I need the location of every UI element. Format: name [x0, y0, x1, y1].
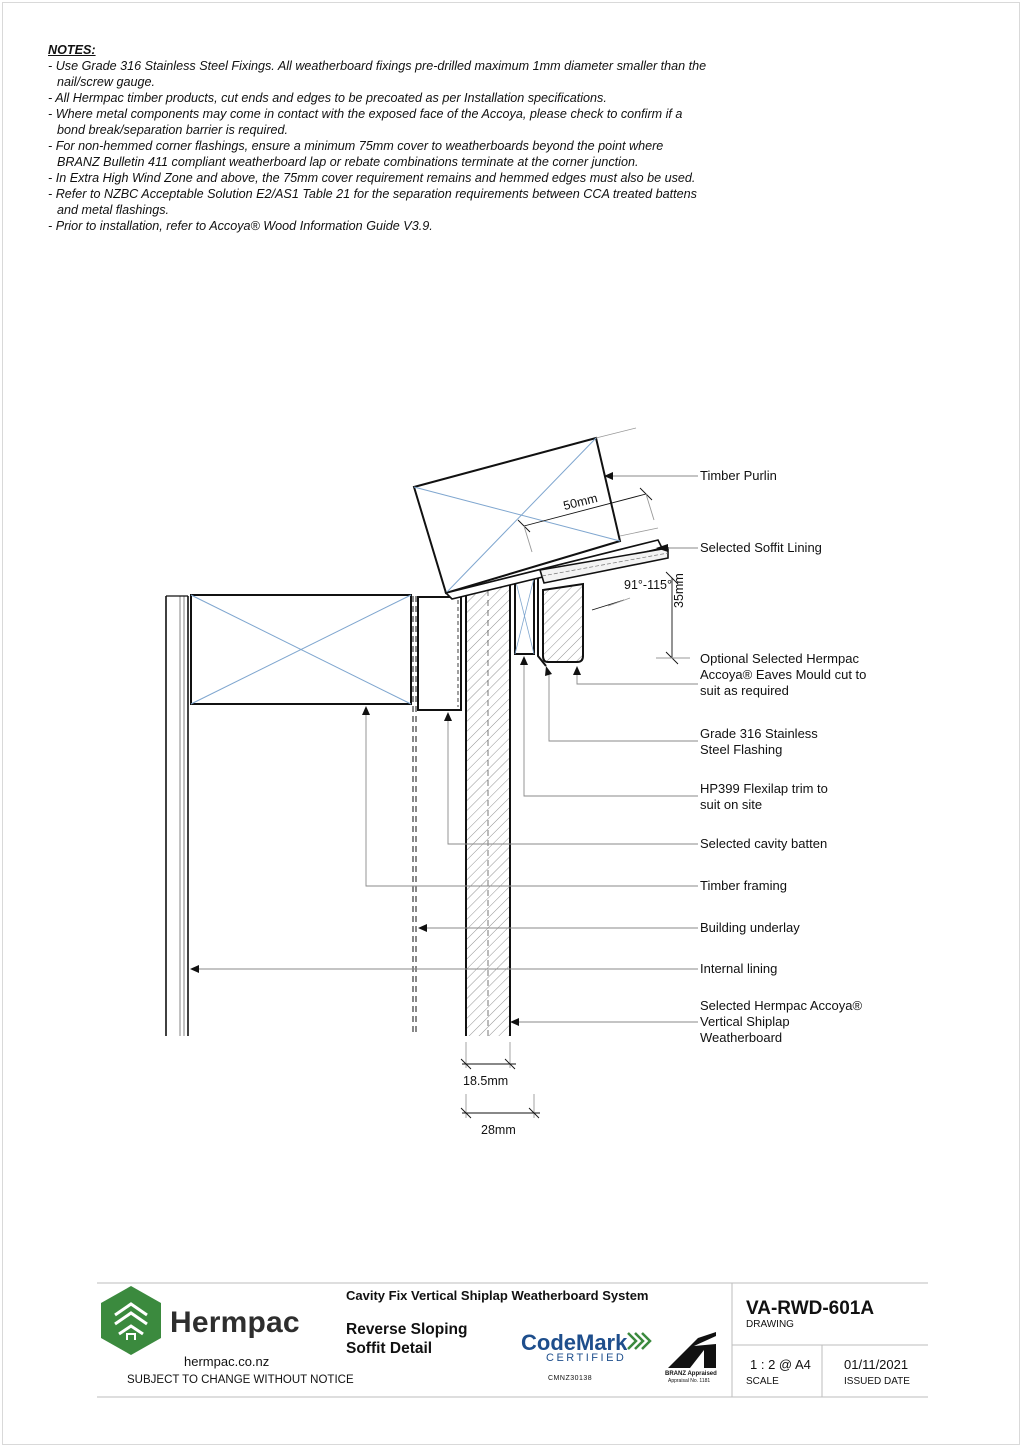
website-link[interactable]: hermpac.co.nz — [184, 1354, 270, 1369]
issued-date-label: ISSUED DATE — [844, 1376, 910, 1387]
dim-board-thickness: 18.5mm — [463, 1074, 509, 1088]
branz-label: BRANZ Appraised — [665, 1371, 717, 1377]
scale-label: SCALE — [746, 1376, 779, 1387]
brand-name: Hermpac — [170, 1306, 300, 1339]
note-item: - In Extra High Wind Zone and above, the 75mm cover requirement remains and hemmed edges must also be used. — [48, 171, 696, 185]
note-item: - Use Grade 316 Stainless Steel Fixings. All weatherboard fixings pre-drilled maximum 1mm diameter smaller than the nail/screw gauge. — [48, 59, 707, 89]
callout-flexilap: HP399 Flexilap trim to suit on site — [700, 781, 828, 812]
dim-mould-height: 35mm — [672, 573, 686, 608]
callout-eaves-mould: Optional Selected Hermpac Accoya® Eaves Mould cut to suit as required — [700, 651, 867, 698]
timber-framing — [191, 595, 411, 704]
notes-heading: NOTES: — [48, 43, 96, 57]
callout-timber-framing: Timber framing — [700, 878, 787, 893]
callout-cavity-batten: Selected cavity batten — [700, 836, 828, 851]
codemark-certified: CERTIFIED — [546, 1352, 627, 1364]
hermpac-logo-icon — [101, 1286, 161, 1355]
callout-building-underlay: Building underlay — [700, 920, 800, 935]
note-item: - Where metal components may come in contact with the exposed face of the Accoya, please check to confirm if a bond break/separation barrier is required. — [48, 107, 683, 137]
drawing-number: VA-RWD-601A — [746, 1298, 875, 1319]
callout-timber-purlin: Timber Purlin — [700, 468, 777, 483]
branz-number: Appraisal No. 1181 — [668, 1378, 711, 1384]
callout-weatherboard: Selected Hermpac Accoya® Vertical Shiplap Weatherboard — [700, 998, 863, 1045]
note-item: - Refer to NZBC Acceptable Solution E2/AS1 Table 21 for the separation requirements between CCA treated battens and metal flashings. — [48, 187, 697, 217]
system-title: Cavity Fix Vertical Shiplap Weatherboard System — [346, 1288, 649, 1303]
callout-soffit-lining: Selected Soffit Lining — [700, 540, 822, 555]
detail-title: Reverse Sloping Soffit Detail — [346, 1321, 468, 1357]
scale-value: 1 : 2 @ A4 — [750, 1357, 811, 1372]
callout-flashing: Grade 316 Stainless Steel Flashing — [700, 726, 818, 757]
internal-lining — [166, 596, 188, 1036]
codemark-number: CMNZ30138 — [548, 1375, 593, 1382]
weatherboard — [466, 584, 510, 1036]
callout-internal-lining: Internal lining — [700, 961, 778, 976]
codemark-chevron-icon — [628, 1333, 650, 1349]
eaves-mould — [543, 584, 583, 662]
change-notice: SUBJECT TO CHANGE WITHOUT NOTICE — [127, 1374, 354, 1386]
note-item: - Prior to installation, refer to Accoya® Wood Information Guide V3.9. — [48, 219, 433, 233]
note-item: - For non-hemmed corner flashings, ensure a minimum 75mm cover to weatherboards beyond the point where BRANZ Bulletin 411 compliant weatherboard lap or rebate combinations terminate at the corner junction. — [48, 139, 664, 169]
dim-board-overall: 28mm — [481, 1123, 516, 1137]
drawing-label: DRAWING — [746, 1319, 794, 1330]
dim-purlin-depth: 50mm — [561, 491, 599, 513]
flexilap-trim — [515, 578, 534, 654]
building-underlay — [413, 596, 416, 1036]
note-item: - All Hermpac timber products, cut ends and edges to be precoated as per Installation specifications. — [48, 91, 607, 105]
cavity-batten — [418, 597, 461, 710]
dim-angle: 91°-115° — [624, 578, 672, 592]
codemark-logo: CodeMark — [521, 1330, 628, 1355]
branz-logo-icon — [668, 1332, 716, 1368]
issued-date: 01/11/2021 — [844, 1357, 909, 1372]
